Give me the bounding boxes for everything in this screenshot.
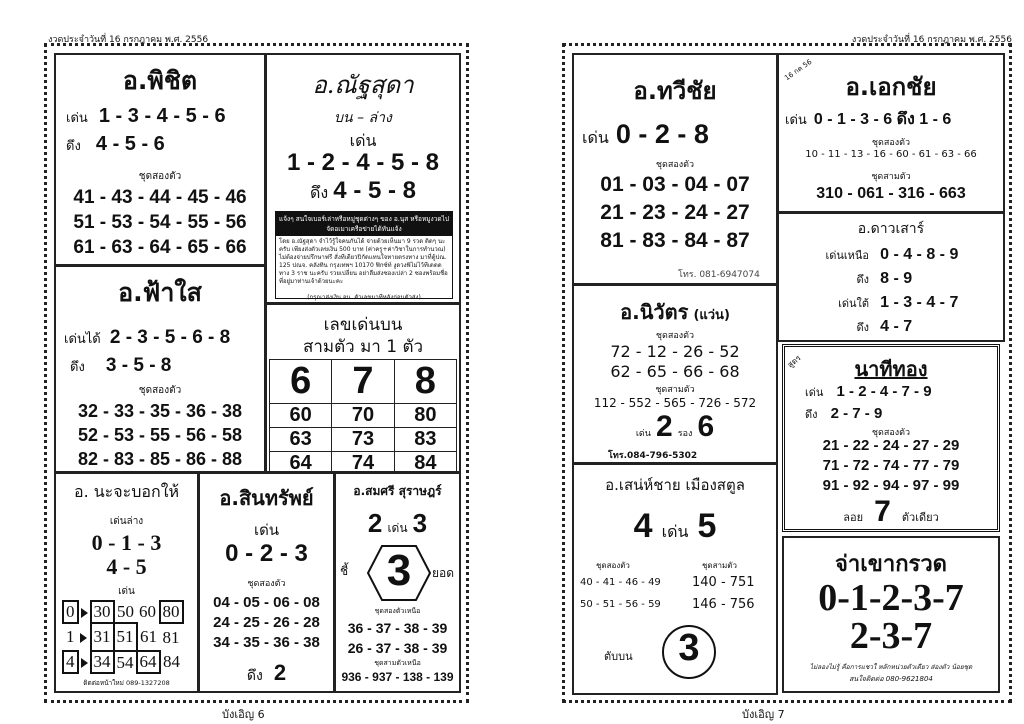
nacha-contact: ติดต่อหน้าใหม่ 089-1327208 — [83, 679, 170, 687]
pichit-dung: 4 - 5 - 6 — [95, 133, 165, 155]
sinsap-row-2: 24 - 25 - 26 - 28 — [213, 614, 320, 631]
nacha-arrow — [78, 601, 91, 623]
nacha-cell: 54 — [116, 652, 134, 672]
sinsap-dung-label: ดึง — [246, 668, 263, 684]
nacha-lead-label: เด่นล่าง — [109, 516, 144, 527]
ekachai-lead: 0 - 1 - 3 - 6 ดึง 1 - 6 — [813, 111, 952, 128]
taweechai-lead-label: เด่น — [582, 128, 609, 147]
sinsap-row-3: 34 - 35 - 36 - 38 — [213, 634, 320, 651]
pichit-box — [54, 53, 266, 266]
fasai-set-label: ชุดสองตัว — [138, 385, 182, 396]
pichit-lead-label: เด่น — [66, 111, 88, 126]
somsri-row-2: 26 - 37 - 38 - 39 — [347, 640, 448, 656]
fasai-title: อ.ฟ้าใส — [118, 278, 202, 307]
pichit-lead: 1 - 3 - 4 - 5 - 6 — [98, 105, 226, 127]
nacha-cell: 84 — [163, 652, 180, 671]
sanehchai-set3-1: 140 - 751 — [692, 575, 755, 590]
nanthida-subtitle: บน – ล่าง — [334, 110, 392, 126]
nacha-line-2: 4 - 5 — [106, 554, 147, 579]
nacha-cell: 31 — [91, 623, 114, 651]
right-page — [512, 0, 1024, 724]
nathithong-row-1: 21 - 22 - 24 - 27 - 29 — [822, 437, 960, 454]
nivat-title: อ.นิวัตร — [620, 300, 689, 324]
jaokao-box — [782, 536, 1000, 693]
sinsap-set-label: ชุดสองตัว — [247, 579, 286, 589]
top3-cell: 80 — [394, 404, 456, 428]
nathithong-dung: 2 - 7 - 9 — [830, 405, 883, 422]
sinsap-box — [198, 472, 335, 693]
nathithong-box — [782, 344, 1000, 532]
top3-cell: 70 — [332, 404, 394, 428]
ekachai-badge: 16 กค 56 — [783, 57, 814, 83]
sanehchai-lead-left: 4 — [633, 507, 653, 545]
nathithong-dung-label: ดึง — [805, 408, 818, 421]
ekachai-title: อ.เอกชัย — [845, 73, 937, 101]
sinsap-row-1: 04 - 05 - 06 - 08 — [213, 594, 320, 611]
taweechai-row-3: 81 - 83 - 84 - 87 — [600, 229, 750, 252]
nivat-set3-label: ชุดสามตัว — [655, 385, 695, 395]
sinsap-title: อ.สินทรัพย์ — [219, 486, 314, 510]
nathithong-loy-suffix: ตัวเดียว — [901, 511, 939, 524]
nacha-cell: 34 — [91, 651, 114, 673]
nanthida-box — [265, 53, 461, 304]
taweechai-row-1: 01 - 03 - 04 - 07 — [600, 173, 750, 196]
somsri-top-label: เด่น — [387, 521, 408, 535]
nanthida-notice-title: แจ้งๆ สนใจเบอร์เล่าหรือหมู่ชุดต่างๆ ของ อ.นุส หรือหมูงวดไปจัดอเมาเครือข่ายได้ทันแจ้ง — [276, 212, 452, 236]
somsri-title: อ.สมศรี สุราษฎร์ — [353, 484, 442, 498]
top3-box — [265, 303, 461, 473]
nacha-cell: 0 — [63, 601, 78, 623]
ekachai-set3-label: ชุดสามตัว — [871, 172, 911, 182]
daosao-r1: 0 - 4 - 8 - 9 — [880, 246, 959, 263]
left-header: งวดประจำวันที่ 16 กรกฎาคม พ.ศ. 2556 — [48, 35, 209, 45]
sanehchai-box — [572, 463, 778, 695]
somsri-side-left: ชี้ — [340, 564, 349, 578]
sanehchai-tub-label: ตับบน — [604, 650, 633, 663]
nacha-cell: 50 — [117, 601, 134, 621]
nivat-set3: 112 - 552 - 565 - 726 - 572 — [593, 396, 757, 410]
top3-title-1: เลขเด่นบน — [323, 315, 403, 335]
top3-cell: 64 — [270, 452, 332, 474]
ekachai-set2: 10 - 11 - 13 - 16 - 60 - 61 - 63 - 66 — [805, 149, 977, 160]
top3-head-1: 6 — [270, 360, 332, 404]
sanehchai-set2-1: 40 - 41 - 46 - 49 — [580, 577, 661, 588]
top3-head-2: 7 — [332, 360, 394, 404]
left-footer: บังเอิญ 6 — [222, 708, 265, 721]
somsri-side-right: ยอด — [432, 566, 455, 580]
daosao-r3: 1 - 3 - 4 - 7 — [880, 294, 959, 311]
right-footer: บังเอิญ 7 — [742, 708, 785, 721]
nathithong-loy: 7 — [874, 495, 891, 528]
daosao-r4: 4 - 7 — [880, 318, 913, 335]
pichit-row-1: 41 - 43 - 44 - 45 - 46 — [73, 187, 247, 208]
daosao-r3-label: เด่นใต้ — [838, 297, 869, 310]
nacha-cell: 81 — [162, 627, 180, 647]
ekachai-box — [777, 53, 1005, 213]
daosao-title: อ.ดาวเสาร์ — [857, 221, 925, 237]
ekachai-lead-label: เด่น — [785, 113, 807, 128]
nacha-cell: 51 — [114, 623, 137, 651]
somsri-box — [334, 472, 461, 693]
fasai-lead: 2 - 3 - 5 - 6 - 8 — [109, 327, 231, 348]
nacha-grid — [62, 600, 184, 674]
right-header: งวดประจำวันที่ 16 กรกฎาคม พ.ศ. 2556 — [851, 35, 1012, 45]
nivat-lead: 2 — [655, 410, 673, 443]
nathithong-badge: สูตร — [785, 353, 803, 370]
nathithong-row-2: 71 - 72 - 74 - 77 - 79 — [822, 457, 960, 474]
nacha-cell: 4 — [63, 651, 78, 673]
nanthida-dung: 4 - 5 - 8 — [333, 177, 416, 204]
ekachai-set3: 310 - 061 - 316 - 663 — [816, 185, 966, 202]
top3-table — [269, 359, 457, 473]
nacha-arrow — [78, 651, 91, 673]
nathithong-loy-label: ลอย — [843, 511, 864, 524]
nacha-cell: 1 — [66, 627, 75, 646]
nacha-sub-label: เด่น — [118, 586, 135, 597]
jaokao-line-2: 2-3-7 — [849, 615, 933, 657]
nacha-cell: 60 — [139, 602, 156, 621]
daosao-r2-label: ดึง — [856, 273, 869, 286]
sanehchai-lead-right: 5 — [697, 507, 717, 545]
top3-cell: 74 — [332, 452, 394, 474]
fasai-row-2: 52 - 53 - 55 - 56 - 58 — [77, 425, 243, 445]
sanehchai-title: อ.เสน่ห์ชาย เมืองสตูล — [605, 476, 745, 494]
daosao-box — [777, 212, 1005, 342]
nivat-tag: (แว่น) — [693, 308, 730, 323]
nathithong-lead: 1 - 2 - 4 - 7 - 9 — [836, 383, 932, 400]
taweechai-tel: โทร. 081-6947074 — [678, 270, 760, 280]
nacha-line-1: 0 - 1 - 3 — [91, 530, 162, 555]
daosao-r4-label: ดึง — [856, 321, 869, 334]
pichit-title: อ.พิชิต — [122, 66, 198, 95]
pichit-row-2: 51 - 53 - 54 - 55 - 56 — [73, 212, 247, 233]
nacha-arrow — [78, 623, 91, 651]
nivat-set2-label: ชุดสองตัว — [655, 331, 695, 341]
sanehchai-set2-2: 50 - 51 - 56 - 59 — [580, 599, 661, 610]
top3-title-2: สามตัว มา 1 ตัว — [302, 337, 424, 357]
nacha-cell: 61 — [140, 626, 157, 646]
somsri-center: 3 — [386, 546, 412, 595]
nanthida-title: อ.ณัฐสุดา — [312, 71, 414, 99]
nivat-lead-label: เด่น — [635, 429, 651, 439]
sanehchai-set3-label: ชุดสามตัว — [702, 561, 737, 570]
ekachai-set2-label: ชุดสองตัว — [871, 138, 911, 148]
nanthida-notice — [275, 211, 453, 299]
pichit-dung-label: ดึง — [66, 139, 81, 154]
nivat-tel: โทร.084-796-5302 — [608, 451, 698, 461]
sanehchai-tub: 3 — [678, 627, 700, 669]
somsri-set2-label: ชุดสองตัวเหนือ — [374, 607, 421, 615]
taweechai-box — [572, 53, 778, 285]
fasai-dung: 3 - 5 - 8 — [105, 355, 172, 376]
nanthida-dung-label: ดึง — [310, 183, 329, 202]
fasai-row-3: 82 - 83 - 85 - 86 - 88 — [77, 449, 243, 469]
top3-cell: 84 — [394, 452, 456, 474]
jaokao-note-2: สนใจติดต่อ 080-9621804 — [849, 675, 933, 683]
somsri-set3: 936 - 937 - 138 - 139 — [341, 670, 454, 684]
nivat-row-1: 72 - 12 - 26 - 52 — [610, 342, 740, 361]
top3-cell: 83 — [394, 428, 456, 452]
fasai-dung-label: ดึง — [70, 360, 85, 375]
jaokao-line-1: 0-1-2-3-7 — [818, 577, 964, 619]
nacha-cell: 64 — [137, 651, 160, 673]
sinsap-lead: 0 - 2 - 3 — [225, 540, 308, 567]
somsri-row-1: 36 - 37 - 38 - 39 — [347, 620, 448, 636]
top3-cell: 60 — [270, 404, 332, 428]
jaokao-note-1: ไม่ลองไม่รู้ คือการแชวใ หลักหน่วยตัวเดียว ส่องตัว น้อยชุด — [809, 663, 973, 671]
somsri-top-left: 2 — [367, 508, 383, 538]
fasai-lead-label: เด่นได้ — [64, 332, 101, 347]
nathithong-title: นาทีทอง — [854, 357, 928, 381]
somsri-set3-label: ชุดสามตัวเหนือ — [374, 659, 421, 667]
top3-cell: 63 — [270, 428, 332, 452]
daosao-r1-label: เด่นเหนือ — [825, 249, 869, 262]
taweechai-set-label: ชุดสองตัว — [655, 160, 695, 170]
nacha-cell: 30 — [91, 601, 114, 623]
sanehchai-set3-2: 146 - 756 — [692, 597, 755, 612]
nacha-title: อ. นะจะบอกให้ — [73, 482, 180, 501]
nivat-box — [572, 284, 778, 464]
sinsap-dung: 2 — [273, 660, 287, 685]
nanthida-lead: 1 - 2 - 4 - 5 - 8 — [286, 149, 440, 176]
nanthida-lead-label: เด่น — [349, 131, 377, 150]
nanthida-notice-foot: (กรุณาส่งเงิน จน. ตัวเลขมาทีหลังก่อนตัวส่ง) — [307, 294, 421, 301]
somsri-top-right: 3 — [412, 508, 428, 538]
fasai-row-1: 32 - 33 - 35 - 36 - 38 — [77, 401, 243, 421]
fasai-box — [54, 265, 266, 473]
jaokao-title: จ่าเขากรวด — [835, 552, 947, 577]
daosao-r2: 8 - 9 — [880, 270, 913, 287]
pichit-set-label: ชุดสองตัว — [138, 171, 182, 182]
taweechai-title: อ.ทวีชัย — [633, 77, 717, 105]
pichit-row-3: 61 - 63 - 64 - 65 - 66 — [73, 237, 247, 258]
nivat-row-2: 62 - 65 - 66 - 68 — [610, 362, 740, 381]
top3-head-3: 8 — [394, 360, 456, 404]
nivat-second: 6 — [697, 410, 715, 443]
nacha-box — [54, 472, 199, 693]
nanthida-notice-body: โดย อ.ณัฐสุดา จำไว้รู้ใจคนกันได้ จ่ายด้วยเห็นมา 9 รวด ติดๆ นะครับ เพียงส่งตัวเลขเงิน 500 บาท (ค่าครู+ค่าวิชาในการทำนวณ) ไม่ต้องจ่ายปรึกษาฟรี สั่งทีเดียวปิกัดแทนใจทายตรงทาง มาที่ตู้ปณ. 125 ปณจ. คลังทิน กรุงเทพฯ 10170 ฟิกซ์ท์ งูดวงพิไม่ไว้ทีเดดด ทาง 3 ราช นะครับ รวยเปลี่ยน อย่าลืมส่งซองเปล่า 2 ซองพร้อมชื่อที่อยู่มาท่านเจ้าด้วยนะคะ — [279, 238, 448, 285]
nathithong-lead-label: เด่น — [805, 386, 824, 399]
nacha-cell: 80 — [160, 601, 183, 623]
nivat-second-label: รอง — [677, 429, 693, 439]
sanehchai-set2-label: ชุดสองตัว — [596, 561, 630, 570]
taweechai-row-2: 21 - 23 - 24 - 27 — [600, 201, 750, 224]
nathithong-set-label: ชุดสองตัว — [871, 428, 911, 438]
top3-cell: 73 — [332, 428, 394, 452]
sinsap-lead-label: เด่น — [253, 521, 280, 539]
taweechai-lead: 0 - 2 - 8 — [615, 119, 709, 149]
nathithong-row-3: 91 - 92 - 94 - 97 - 99 — [822, 477, 960, 494]
sanehchai-lead-label: เด่น — [661, 522, 689, 541]
